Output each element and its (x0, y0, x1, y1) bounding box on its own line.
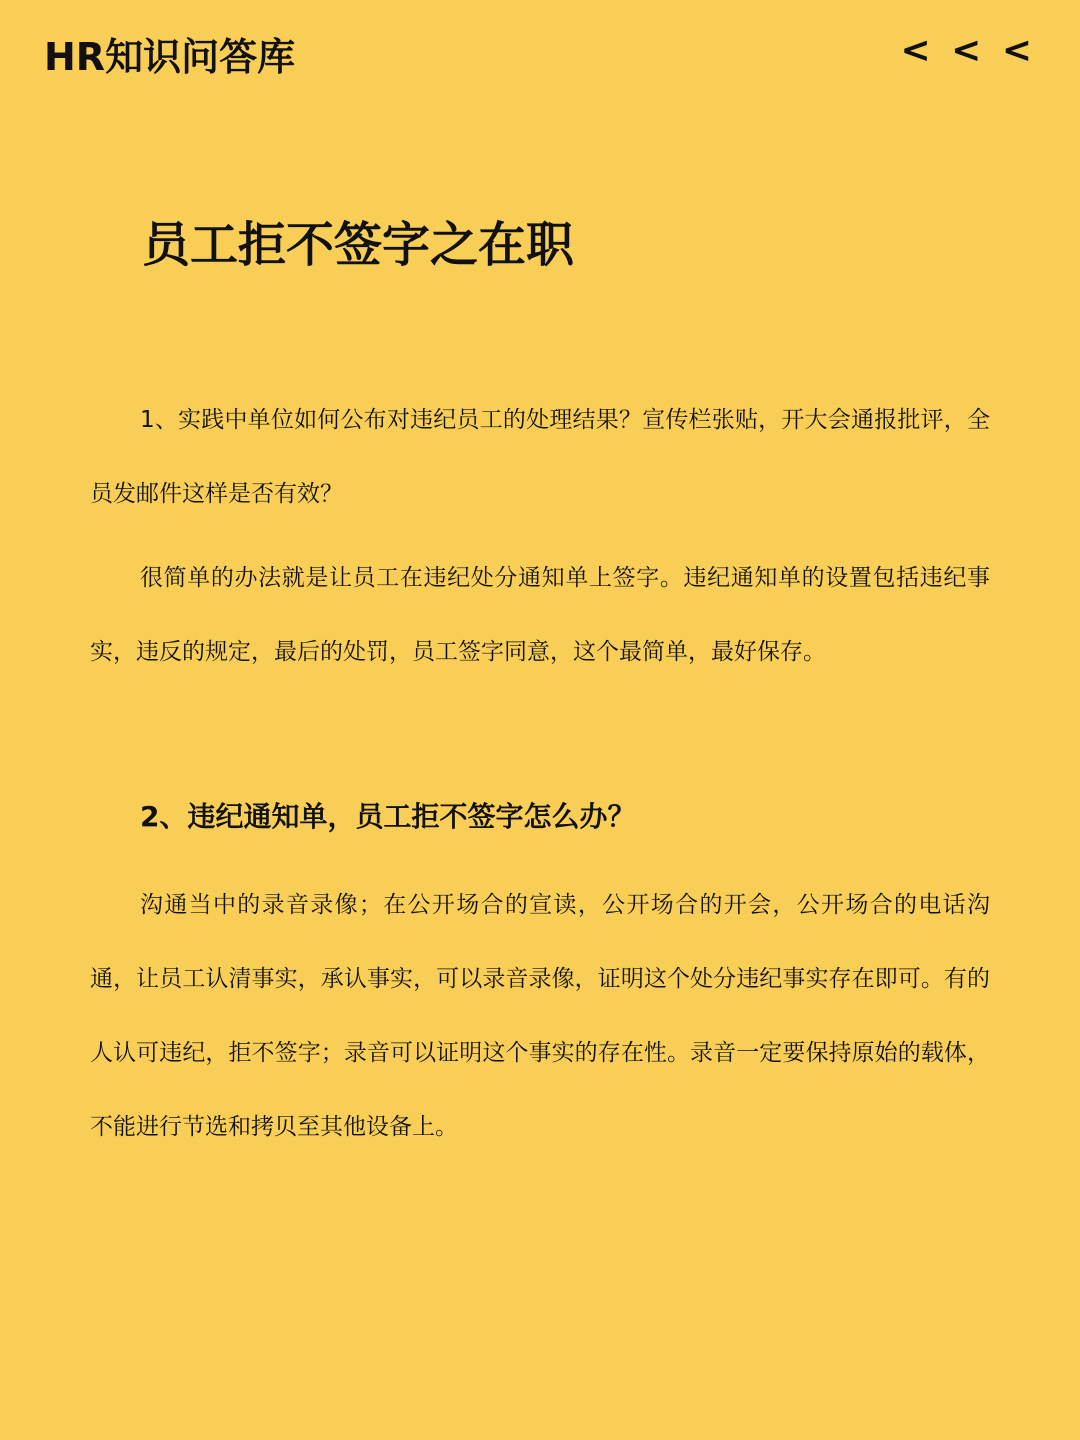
page-title: 员工拒不签字之在职 (142, 217, 575, 273)
section-2-paragraph-1: 沟通当中的录音录像；在公开场合的宣读，公开场合的开会，公开场合的电话沟通，让员工认清事实，承认事实，可以录音录像，证明这个处分违纪事实存在即可。有的人认可违纪，拒不签字；录音可以证明这个事实的存在性。录音一定要保持原始的载体，不能进行节选和拷贝至其他设备上。 (90, 892, 990, 1140)
section-1 (90, 383, 990, 689)
back-nav-button[interactable]: < < < (900, 30, 1036, 71)
brand-title: HR知识问答库 (44, 35, 296, 79)
section-1-paragraph-1: 1、实践中单位如何公布对违纪员工的处理结果？宣传栏张贴，开大会通报批评，全员发邮件这样是否有效？ (90, 407, 990, 507)
section-2 (90, 868, 990, 1164)
section-2-heading: 2、违纪通知单，员工拒不签字怎么办？ (140, 800, 636, 833)
section-1-paragraph-2: 很简单的办法就是让员工在违纪处分通知单上签字。违纪通知单的设置包括违纪事实，违反的规定，最后的处罚，员工签字同意，这个最简单，最好保存。 (90, 565, 990, 665)
